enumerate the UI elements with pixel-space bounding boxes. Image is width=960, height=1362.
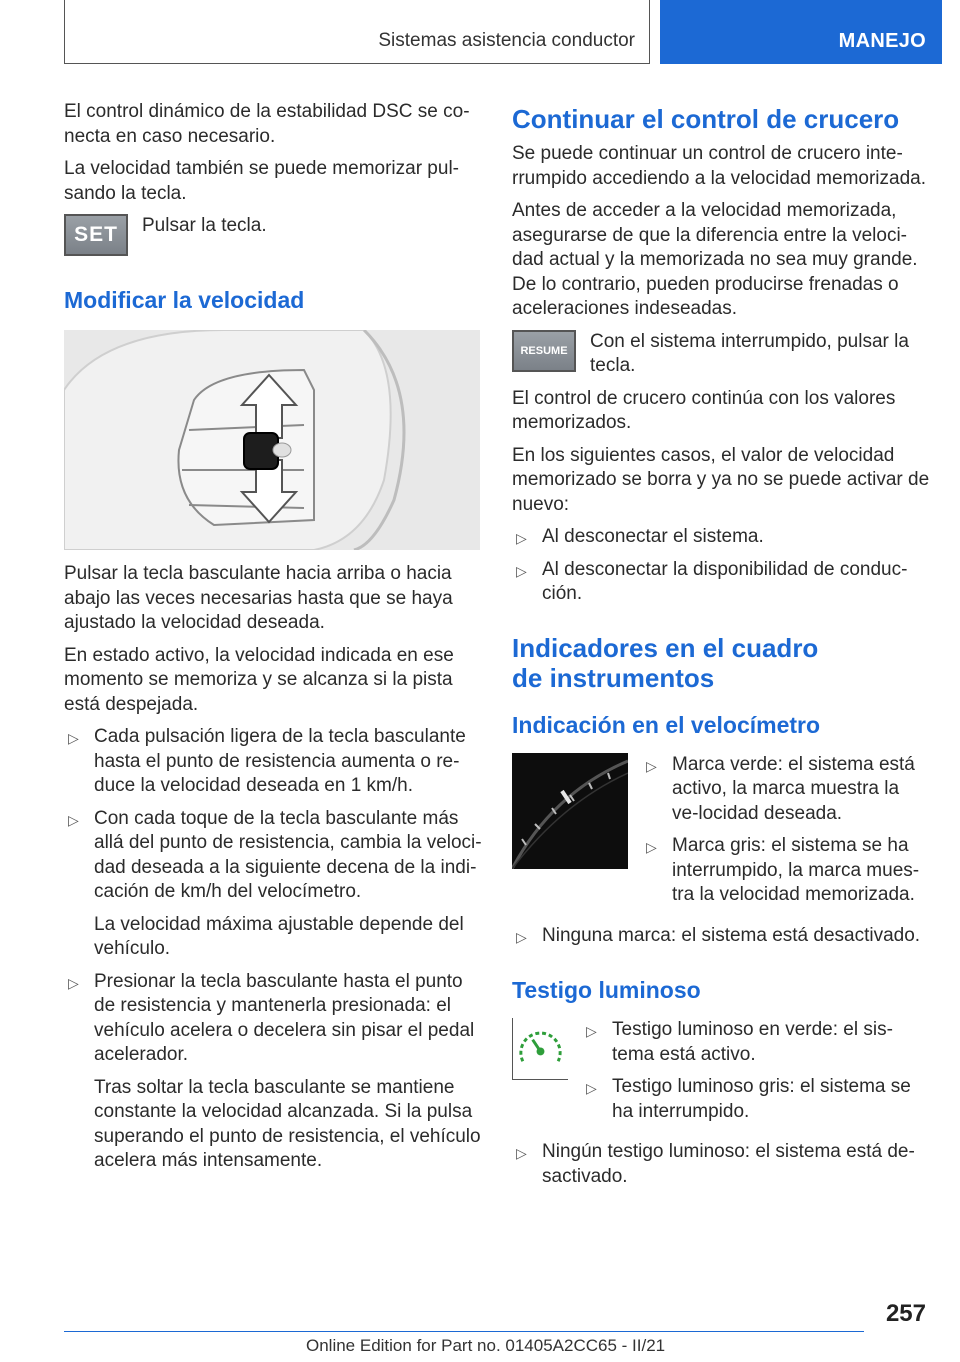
bullet-subtext: Tras soltar la tecla basculante se mantiene constante la velocidad alcanzada. Si la pulsa superando el punto de resistencia, el vehículo acelera más intensamente. [94, 1076, 481, 1171]
bullet-text: Marca gris: el sistema se ha interrumpido, la marca mues-tra la velocidad memorizada. [672, 835, 920, 905]
speedometer-bullet-list [642, 753, 930, 916]
bullet-subtext: La velocidad máxima ajustable depende del vehículo. [94, 913, 464, 959]
dsc-paragraph: El control dinámico de la estabilidad DSC se co-necta en caso necesario. [64, 101, 470, 147]
rocker-paragraph: Pulsar la tecla basculante hacia arriba o hacia abajo las veces necesarias hasta que se haya ajustado la velocidad deseada. [64, 563, 453, 633]
cases-paragraph: En los siguientes casos, el valor de velocidad memorizado se borra y ya no se puede activar de nuevo: [512, 444, 930, 515]
list-item [512, 525, 930, 550]
footer-divider [64, 1331, 864, 1332]
list-item [642, 834, 930, 908]
list-item [64, 807, 482, 962]
steering-wheel-image [64, 330, 480, 550]
list-item [512, 924, 930, 949]
list-item [512, 558, 930, 607]
bullet-text: Al desconectar el sistema. [542, 526, 764, 547]
triangle-bullet-icon: ▷ [586, 1080, 597, 1096]
warning-paragraph: Antes de acceder a la velocidad memorizada, asegurarse de que la diferencia entre la veloci-dad actual y la memorizada no sea muy grande. De lo contrario, pueden producirse frenadas o aceleraciones indeseadas. [512, 200, 918, 319]
triangle-bullet-icon: ▷ [646, 757, 657, 774]
bullet-text: Ninguna marca: el sistema está desactivado. [542, 924, 921, 946]
page-number: 257 [885, 1300, 926, 1327]
triangle-bullet-icon: ▷ [68, 974, 79, 991]
bullet-text: Cada pulsación ligera de la tecla basculante hasta el punto de resistencia aumenta o re-duce la velocidad deseada en 1 km/h. [94, 726, 466, 796]
heading-indicators [512, 633, 930, 693]
triangle-bullet-icon: ▷ [68, 811, 79, 828]
indicator-light-bullet-list [582, 1018, 930, 1132]
edition-text: Online Edition for Part no. 01405A2CC65 - II/21 [306, 1336, 666, 1355]
cruise-control-green-icon [512, 1018, 568, 1080]
continue-paragraph: Se puede continuar un control de crucero inte-rrumpido accediendo a la velocidad memorizada. [512, 143, 927, 189]
resume-key-caption: Con el sistema interrumpido, pulsar la tecla. [590, 330, 909, 376]
heading-indicator-light: Testigo luminoso [512, 977, 701, 1003]
set-key-caption: Pulsar la tecla. [142, 215, 267, 236]
triangle-bullet-icon: ▷ [516, 928, 527, 945]
bullet-text: Testigo luminoso en verde: el sis-tema está activo. [612, 1019, 893, 1065]
triangle-bullet-icon: ▷ [646, 839, 657, 855]
no-light-bullet-list [512, 1140, 930, 1189]
resume-key-row [512, 330, 930, 379]
header-section-box [64, 0, 650, 64]
cases-bullet-list [512, 525, 930, 607]
triangle-bullet-icon: ▷ [516, 562, 527, 579]
bullet-text: Ningún testigo luminoso: el sistema está de-sactivado. [542, 1141, 915, 1187]
right-column [512, 100, 930, 1197]
list-item [582, 1018, 930, 1067]
heading-indicators-line1: Indicadores en el cuadro [512, 632, 819, 663]
bullet-text: Testigo luminoso gris: el sistema se ha interrumpido. [612, 1076, 911, 1122]
set-key-label: SET [74, 223, 118, 246]
section-title: Sistemas asistencia conductor [378, 30, 635, 51]
heading-indicators-line2: de instrumentos [512, 662, 715, 693]
triangle-bullet-icon: ▷ [68, 730, 79, 746]
indicator-light-row [512, 1018, 930, 1132]
bullet-text: Con cada toque de la tecla basculante más allá del punto de resistencia, cambia la veloci-dad deseada a la siguiente decena de la indi-cación de km/h del velocímetro. [94, 807, 482, 902]
speedometer-mark-icon [512, 753, 628, 869]
speedometer-row [512, 753, 930, 916]
left-column [64, 100, 482, 1182]
list-item [64, 725, 482, 799]
list-item [64, 970, 482, 1174]
triangle-bullet-icon: ▷ [516, 1145, 527, 1161]
heading-modify-speed: Modificar la velocidad [64, 287, 305, 313]
active-state-paragraph: En estado activo, la velocidad indicada en ese momento se memoriza y se alcanza si la pista está despejada. [64, 644, 454, 715]
memorize-paragraph: La velocidad también se puede memorizar pul-sando la tecla. [64, 158, 459, 204]
heading-continue-cruise: Continuar el control de crucero [512, 104, 900, 134]
continues-paragraph: El control de crucero continúa con los valores memorizados. [512, 387, 896, 433]
list-item [582, 1075, 930, 1124]
list-item [642, 753, 930, 827]
triangle-bullet-icon: ▷ [586, 1023, 597, 1039]
no-mark-bullet-list [512, 924, 930, 949]
bullet-text: Presionar la tecla basculante hasta el punto de resistencia y mantenerla presionada: el vehículo acelera o decelera sin pisar el pedal acelerador. [94, 970, 475, 1065]
triangle-bullet-icon: ▷ [516, 530, 527, 546]
heading-speedometer: Indicación en el velocímetro [512, 711, 821, 738]
chapter-tab-label: MANEJO [838, 30, 926, 52]
resume-key-icon [512, 330, 576, 372]
steering-wheel-rocker-icon [64, 330, 480, 550]
set-key-icon [64, 214, 128, 256]
modify-bullet-list [64, 725, 482, 1174]
bullet-text: Al desconectar la disponibilidad de conduc-ción. [542, 558, 908, 604]
list-item [512, 1140, 930, 1189]
bullet-text: Marca verde: el sistema está activo, la marca muestra la ve-locidad deseada. [672, 753, 915, 824]
set-key-row [64, 214, 482, 256]
resume-key-label: RESUME [520, 344, 568, 357]
chapter-tab[interactable] [660, 0, 942, 64]
